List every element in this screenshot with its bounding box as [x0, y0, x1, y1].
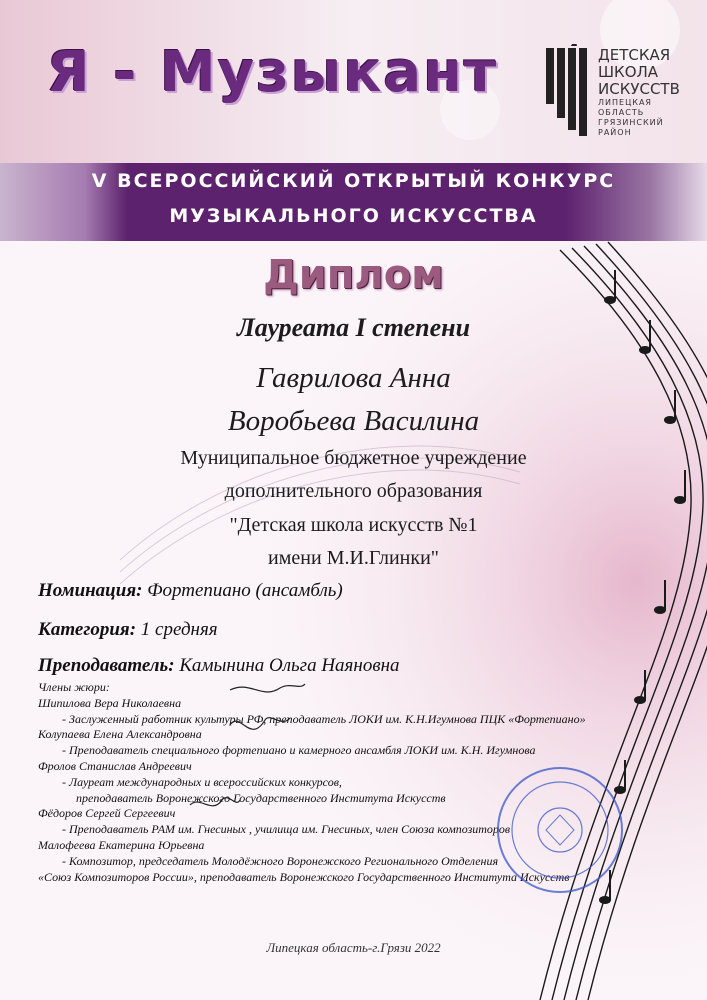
- jury-member-name: Фёдоров Сергей Сергеевич: [38, 806, 176, 821]
- official-stamp: [498, 768, 622, 892]
- institution-line-3: "Детская школа искусств №1: [229, 514, 478, 536]
- contest-title: Я - Музыкант: [46, 40, 499, 105]
- signature-1: [230, 684, 305, 692]
- jury-heading: Члены жюри:: [38, 680, 110, 694]
- category-label: Категория:: [38, 619, 137, 640]
- signature-3: [190, 798, 240, 806]
- nomination-value: Фортепиано (ансамбль): [147, 580, 343, 601]
- jury-member-title: - Заслуженный работник культуры РФ, преподаватель ЛОКИ им. К.Н.Игумнова ПЦК «Фортепиано»: [62, 711, 586, 726]
- jury-member-title: - Преподаватель РАМ им. Гнесиных , училища им. Гнесиных, член Союза композиторов: [62, 822, 511, 837]
- institution-line-2: дополнительного образования: [224, 480, 483, 502]
- jury-member-name: Шипилова Вера Николаевна: [38, 695, 182, 710]
- footer-location: Липецкая область-г.Грязи 2022: [266, 940, 441, 955]
- jury-member-title: преподаватель Воронежского Государственного Института Искусств: [76, 790, 446, 805]
- teacher-label: Преподаватель:: [38, 655, 175, 676]
- school-logo-line2: ШКОЛА: [598, 63, 659, 81]
- signature-2: [230, 718, 290, 730]
- banner-line-2: МУЗЫКАЛЬНОГО ИСКУССТВА: [169, 205, 538, 227]
- jury-member-name: Фролов Станислав Андреевич: [38, 758, 192, 773]
- institution-line-1: Муниципальное бюджетное учреждение: [180, 447, 527, 469]
- recipient-2: Воробьева Василина: [227, 405, 480, 437]
- nomination-label: Номинация:: [38, 580, 143, 601]
- diploma-title: Диплом: [263, 252, 444, 298]
- jury-member-title: - Преподаватель специального фортепиано и камерного ансамбля ЛОКИ им. К.Н. Игумнова: [62, 743, 536, 758]
- teacher-value: Камынина Ольга Наяновна: [179, 655, 400, 676]
- category-value: 1 средняя: [140, 619, 218, 640]
- school-logo-line3: ИСКУССТВ: [598, 80, 680, 98]
- jury-member-name: Колупаева Елена Александровна: [38, 727, 202, 742]
- institution-line-4: имени М.И.Глинки": [268, 547, 439, 569]
- jury-member-title: - Лауреат международных и всероссийских конкурсов,: [62, 774, 342, 789]
- school-logo-sub1: ЛИПЕЦКАЯ: [598, 98, 652, 107]
- school-logo-line1: ДЕТСКАЯ: [598, 46, 671, 64]
- jury-member-name: Малофеева Екатерина Юрьевна: [38, 837, 205, 852]
- recipient-1: Гаврилова Анна: [256, 362, 451, 394]
- jury-member-title: «Союз Композиторов России», преподаватель Воронежского Государственного Института Искусств: [38, 869, 570, 884]
- school-logo-sub3: ГРЯЗИНСКИЙ: [598, 118, 664, 127]
- banner-line-1: V ВСЕРОССИЙСКИЙ ОТКРЫТЫЙ КОНКУРС: [91, 170, 616, 192]
- diploma-degree: Лауреата I степени: [236, 313, 471, 342]
- jury-member-title: - Композитор, председатель Молодёжного Воронежского Регионального Отделения: [62, 853, 499, 868]
- school-logo-sub4: РАЙОН: [598, 128, 632, 137]
- school-logo-sub2: ОБЛАСТЬ: [598, 108, 645, 117]
